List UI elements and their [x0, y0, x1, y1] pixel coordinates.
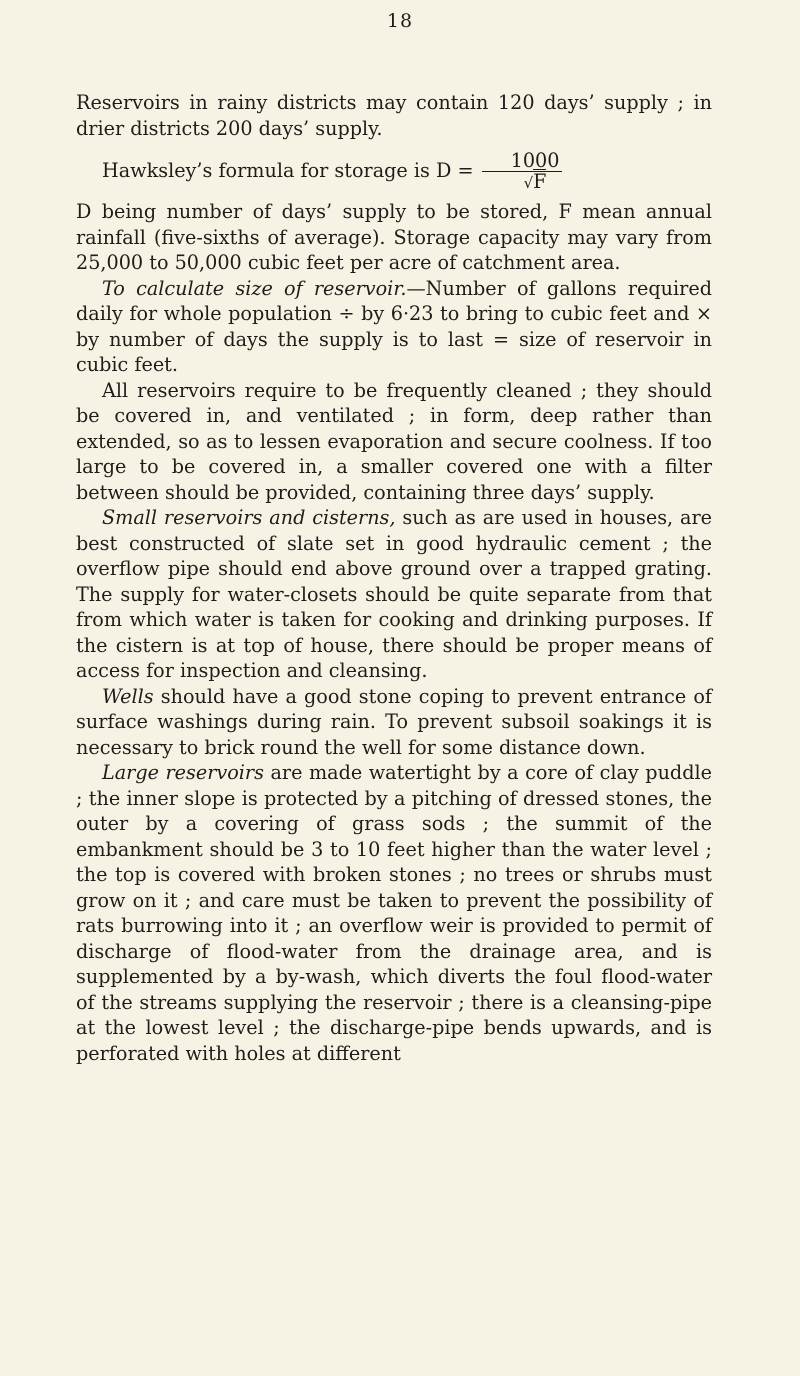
hawksley-formula: [76, 151, 712, 193]
heading-wells: Wells: [102, 684, 154, 708]
text-calculate-size: —Number of gallons required daily for whole population ÷ by 6·23 to bring to cubic feet and × by number of days the supply is to last = size of reservoir in cubic feet.: [76, 276, 712, 376]
paragraph-definitions: D being number of days’ supply to be stored, F mean annual rainfall (five-sixths of average). Storage capacity may vary from 25,000 to 50,000 cubic feet per acre of catchment area.: [76, 200, 712, 274]
formula-radicand: F: [533, 170, 547, 193]
paragraph-small-reservoirs: [76, 505, 712, 684]
heading-large-reservoirs: Large reservoirs: [102, 761, 264, 784]
formula-denominator: [482, 172, 563, 193]
text-small-reservoirs: such as are used in houses, are best constructed of slate set in good hydraulic cement ; the overflow pipe should end above ground over a trapped grating. The supply for water-closets should be quite separate from that from which water is taken for cooking and drinking purposes. If the cistern is at top of house, there should be proper means of access for inspection and cleansing.: [76, 506, 712, 682]
formula-numerator: 1000: [482, 151, 563, 172]
paragraph-storage-days: Reservoirs in rainy districts may contain 120 days’ supply ; in drier districts 200 days’ supply.: [76, 91, 712, 140]
formula-lead: Hawksley’s formula for storage is D =: [102, 159, 480, 182]
text-wells: should have a good stone coping to prevent entrance of surface washings during rain. To prevent subsoil soakings it is necessary to brick round the well for some distance down.: [76, 684, 712, 759]
heading-calculate-size: To calculate size of reservoir.: [102, 276, 407, 300]
sqrt-symbol: √: [523, 174, 534, 192]
heading-small-reservoirs: Small reservoirs and cisterns,: [102, 506, 396, 529]
formula-fraction: [482, 151, 563, 193]
page-number: 18: [386, 10, 414, 32]
body-text: [76, 90, 712, 1066]
paragraph-cleaning: All reservoirs require to be frequently cleaned ; they should be covered in, and ventilated ; in form, deep rather than extended, so as to lessen evaporation and secure coolness. If too large to be covered in, a smaller covered one with a filter between should be provided, containing three days’ supply.: [76, 378, 712, 504]
paragraph-large-reservoirs: [76, 760, 712, 1066]
text-large-reservoirs: are made watertight by a core of clay puddle ; the inner slope is protected by a pitching of dressed stones, the outer by a covering of grass sods ; the summit of the embankment should be 3 to 10 feet higher than the water level ; the top is covered with broken stones ; no trees or shrubs must grow on it ; and care must be taken to prevent the possibility of rats burrowing into it ; an overflow weir is provided to permit of discharge of flood-water from the drainage area, and is supplemented by a by-wash, which diverts the foul flood-water of the streams supplying the reservoir ; there is a cleansing-pipe at the lowest level ; the discharge-pipe bends upwards, and is perforated with holes at different: [76, 761, 712, 1065]
paragraph-calculate-size: [76, 276, 712, 378]
paragraph-wells: [76, 684, 712, 761]
